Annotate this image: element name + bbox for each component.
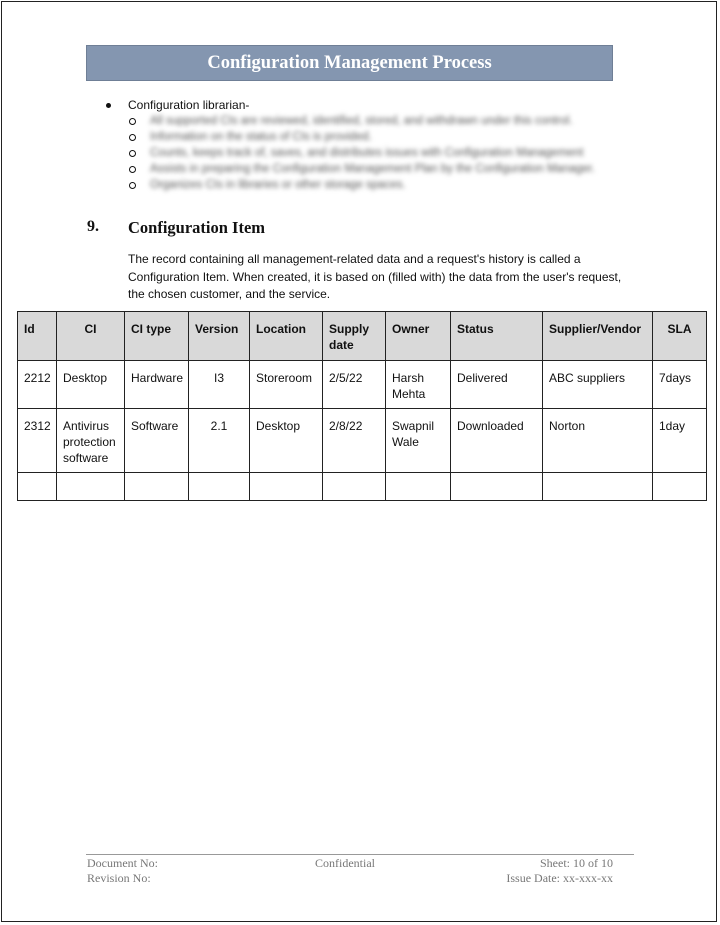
blurred-text: Counts, keeps track of, saves, and distributes issues with Configuration Management	[150, 147, 584, 159]
column-header: Supply date	[323, 312, 386, 361]
column-header: Status	[451, 312, 543, 361]
table-cell: Desktop	[57, 361, 125, 409]
table-cell: Storeroom	[250, 361, 323, 409]
table-cell: Antivirus protection software	[57, 409, 125, 473]
hollow-bullet-icon	[129, 166, 136, 173]
column-header: Location	[250, 312, 323, 361]
hollow-bullet-icon	[129, 118, 136, 125]
footer-right	[506, 856, 613, 886]
table-cell	[250, 473, 323, 501]
bullet-dot-icon	[106, 103, 111, 108]
table-cell: 7days	[653, 361, 707, 409]
table-cell: Delivered	[451, 361, 543, 409]
table-header-row	[18, 312, 707, 361]
hollow-bullet-icon	[129, 150, 136, 157]
librarian-bullet	[106, 97, 249, 113]
table-cell: 1day	[653, 409, 707, 473]
column-header: Id	[18, 312, 57, 361]
hollow-bullet-icon	[129, 134, 136, 141]
sub-list-item	[129, 113, 595, 129]
librarian-label: Configuration librarian-	[128, 98, 250, 112]
table-cell: 2/5/22	[323, 361, 386, 409]
blurred-text: Information on the status of CIs is provided.	[150, 131, 372, 143]
table-cell	[451, 473, 543, 501]
section-paragraph: The record containing all management-related data and a request's history is called a Configuration Item. When created, it is based on (filled with) the data from the user's request, the chosen customer, and the service.	[128, 252, 622, 301]
table-cell: Norton	[543, 409, 653, 473]
page-title: Configuration Management Process	[207, 52, 492, 73]
footer-left	[87, 856, 158, 886]
issue-date: Issue Date: xx-xxx-xx	[506, 871, 613, 885]
table-cell: 2.1	[189, 409, 250, 473]
column-header: CI type	[125, 312, 189, 361]
table-cell	[57, 473, 125, 501]
table-row-empty	[18, 473, 707, 501]
section-number: 9.	[87, 218, 99, 235]
sub-list-item	[129, 161, 595, 177]
configuration-item-table	[17, 311, 707, 501]
librarian-sub-list	[129, 113, 595, 193]
table-cell: Software	[125, 409, 189, 473]
confidential-label: Confidential	[315, 856, 375, 870]
blurred-text: Organizes CIs in libraries or other storage spaces.	[150, 179, 406, 191]
blurred-text: All supported CIs are reviewed, identified, stored, and withdrawn under this control.	[150, 115, 573, 127]
table-cell: 2212	[18, 361, 57, 409]
footer-center	[315, 856, 375, 871]
table-row	[18, 409, 707, 473]
blurred-text: Assists in preparing the Configuration Management Plan by the Configuration Manager.	[150, 163, 595, 175]
column-header: Owner	[386, 312, 451, 361]
hollow-bullet-icon	[129, 182, 136, 189]
table-cell: ABC suppliers	[543, 361, 653, 409]
column-header: Version	[189, 312, 250, 361]
document-number-label: Document No:	[87, 856, 158, 870]
column-header: SLA	[653, 312, 707, 361]
column-header: Supplier/Vendor	[543, 312, 653, 361]
table-cell: Downloaded	[451, 409, 543, 473]
sub-list-item	[129, 145, 595, 161]
column-header: CI	[57, 312, 125, 361]
table-cell: 2/8/22	[323, 409, 386, 473]
table-cell	[386, 473, 451, 501]
table-cell: Desktop	[250, 409, 323, 473]
table-cell	[18, 473, 57, 501]
footer-divider	[86, 854, 634, 855]
table-cell: 2312	[18, 409, 57, 473]
sheet-number: Sheet: 10 of 10	[540, 856, 613, 870]
table-cell: I3	[189, 361, 250, 409]
table-cell	[543, 473, 653, 501]
table-cell: Harsh Mehta	[386, 361, 451, 409]
table-cell: Hardware	[125, 361, 189, 409]
table-cell: Swapnil Wale	[386, 409, 451, 473]
table-cell	[189, 473, 250, 501]
section-title: Configuration Item	[128, 218, 266, 237]
table-cell	[653, 473, 707, 501]
table-cell	[125, 473, 189, 501]
title-banner	[86, 45, 613, 81]
table-cell	[323, 473, 386, 501]
sub-list-item	[129, 177, 595, 193]
table-row	[18, 361, 707, 409]
revision-number-label: Revision No:	[87, 871, 151, 885]
sub-list-item	[129, 129, 595, 145]
